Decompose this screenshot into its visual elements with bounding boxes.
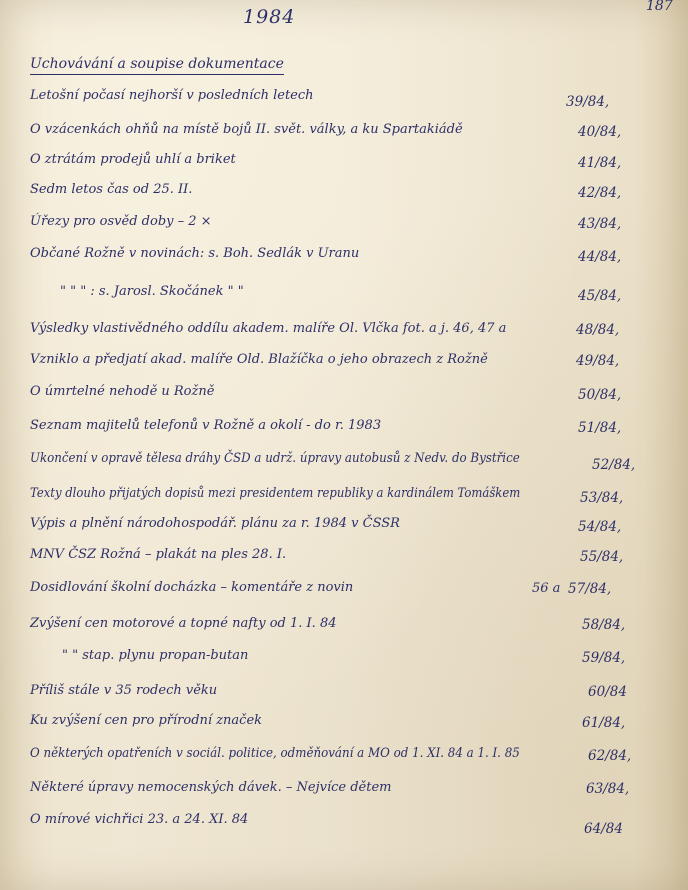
entry-reference-number: 39/84, [566,94,610,110]
section-heading: Uchovávání a soupise dokumentace [30,56,284,75]
entry-reference-number: 48/84, [576,322,620,338]
entry-description: " " stap. plynu propan-butan [62,648,249,663]
entry-reference-number: 57/84, [568,581,612,597]
entry-description: Zvýšení cen motorové a topné nafty od 1. I. 84 [30,616,337,631]
entry-reference-number: 54/84, [578,519,622,535]
entry-reference-number: 49/84, [576,353,620,369]
entry-reference-number: 53/84, [580,490,624,506]
entry-reference-number: 63/84, [586,781,630,797]
entry-description: Seznam majitelů telefonů v Rožně a okolí - do r. 1983 [30,418,382,433]
entry-description: Ukončení v opravě tělesa dráhy ČSD a udrž. úpravy autobusů z Nedv. do Bystřice [30,451,520,466]
entry-description: Některé úpravy nemocenských dávek. – Nejvíce dětem [30,780,392,795]
entry-description: Ku zvýšení cen pro přírodní značek [30,713,263,728]
entry-reference-number: 43/84, [578,216,622,232]
entry-reference-number: 58/84, [582,617,626,633]
entry-reference-number: 50/84, [578,387,622,403]
entry-description: O úmrtelné nehodě u Rožně [30,384,215,399]
entry-reference-number: 45/84, [578,288,622,304]
entry-reference-number: 51/84, [578,420,622,436]
entry-description: O mírové vichřici 23. a 24. XI. 84 [30,812,249,827]
entry-reference-number: 41/84, [578,155,622,171]
entry-description: Úřezy pro osvěd doby – 2 × [30,214,212,229]
entry-description: " " " : s. Jarosl. Skočánek " " [60,284,244,299]
entry-description: Vzniklo a předjatí akad. malíře Old. Blažíčka o jeho obrazech z Rožně [30,352,488,367]
entry-reference-number: 64/84 [584,821,623,837]
entry-description: Občané Rožně v novinách: s. Boh. Sedlák v Uranu [30,246,360,261]
entry-description: Výsledky vlastivědného oddílu akadem. malíře Ol. Vlčka fot. a j. 46, 47 a [30,321,507,336]
entry-description: MNV ČSZ Rožná – plakát na ples 28. I. [30,547,287,562]
entry-description: Výpis a plnění národohospodář. plánu za r. 1984 v ČSSR [30,516,400,531]
entry-reference-number: 40/84, [578,124,622,140]
entry-description: O vzácenkách ohňů na místě bojů II. svět. války, a ku Spartakiádě [30,122,463,137]
entry-reference-number: 42/84, [578,185,622,201]
entry-description: Letošní počasí nejhorší v posledních letech [30,88,314,103]
entry-reference-number: 59/84, [582,650,626,666]
entry-extra-number: 56 a [532,581,561,596]
entry-reference-number: 62/84, [588,748,632,764]
entry-description: O některých opatřeních v sociál. politice, odměňování a MO od 1. XI. 84 a 1. I. 85 [30,746,520,761]
page-number: 187 [646,0,673,14]
year-heading: 1984 [243,6,296,28]
entry-reference-number: 44/84, [578,249,622,265]
entry-description: Dosidlování školní docházka – komentáře z novin [30,580,354,595]
entry-reference-number: 61/84, [582,715,626,731]
entry-description: Příliš stále v 35 rodech věku [30,683,218,698]
entry-reference-number: 55/84, [580,549,624,565]
entry-reference-number: 52/84, [592,457,636,473]
entry-description: Sedm letos čas od 25. II. [30,182,193,197]
entry-description: O ztrátám prodejů uhlí a briket [30,152,236,167]
entry-reference-number: 60/84 [588,684,627,700]
entry-description: Texty dlouho přijatých dopisů mezi presidentem republiky a kardinálem Tomáškem [30,486,521,501]
